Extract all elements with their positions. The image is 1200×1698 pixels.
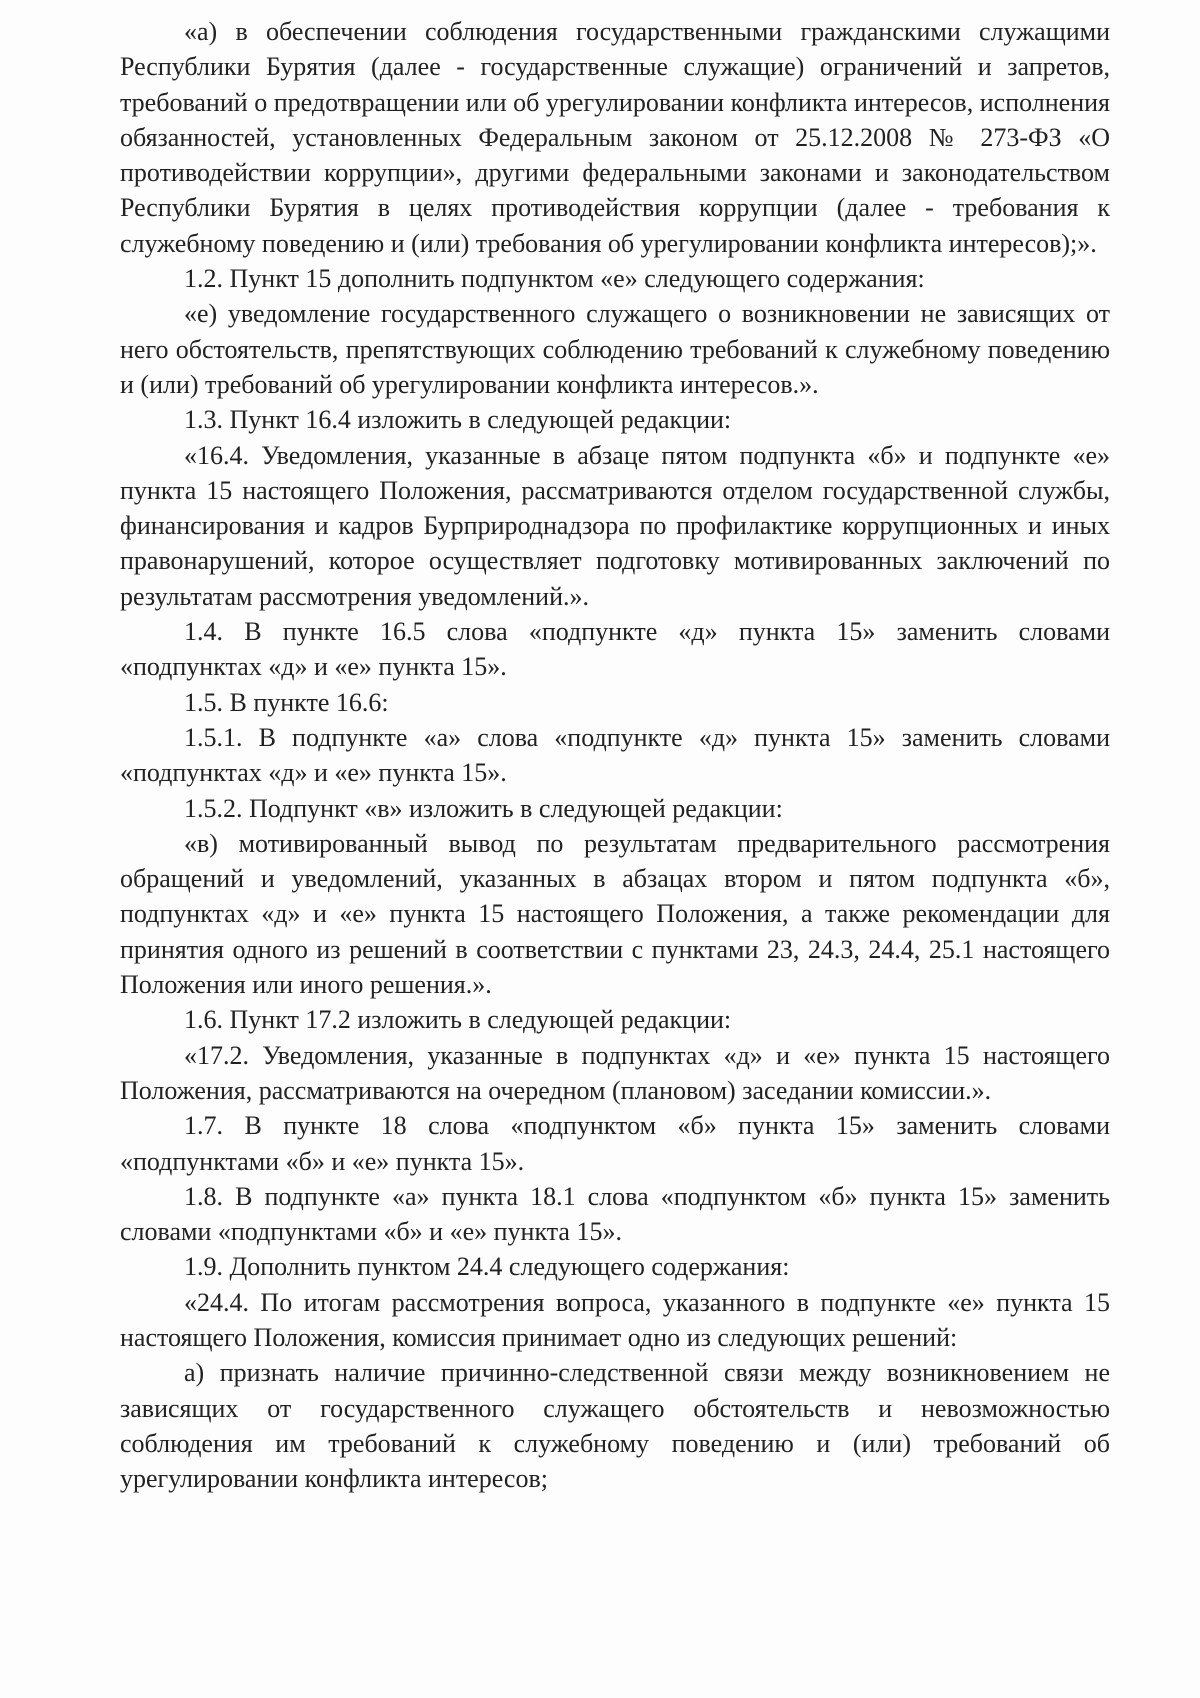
- paragraph-9: 1.5.2. Подпункт «в» изложить в следующей редакции:: [184, 793, 783, 823]
- document-body: [120, 14, 1110, 1496]
- paragraph-11: 1.6. Пункт 17.2 изложить в следующей редакции:: [184, 1005, 732, 1035]
- paragraph-1: «а) в обеспечении соблюдения государственными гражданскими служащими Республики Бурятия (далее - государственные служащие) ограничений и запретов, требований о предотвращении или об урегулировании конфликта интересов, исполнения обязанностей, установленных Федеральным законом от 25.12.2008 № 273-ФЗ «О противодействии коррупции», другими федеральными законами и законодательством Республики Бурятия в целях противодействия коррупции (далее - требования к служебному поведению и (или) требования об урегулировании конфликта интересов);».: [120, 17, 1110, 258]
- paragraph-7: 1.5. В пункте 16.6:: [184, 687, 389, 717]
- paragraph-16: «24.4. По итогам рассмотрения вопроса, указанного в подпункте «е» пункта 15 настоящего Положения, комиссия принимает одно из следующих решений:: [120, 1287, 1110, 1352]
- paragraph-4: 1.3. Пункт 16.4 изложить в следующей редакции:: [184, 405, 732, 435]
- paragraph-14: 1.8. В подпункте «а» пункта 18.1 слова «подпунктом «б» пункта 15» заменить словами «подпунктами «б» и «е» пункта 15».: [120, 1181, 1110, 1247]
- paragraph-3: «е) уведомление государственного служащего о возникновении не зависящих от него обстоятельств, препятствующих соблюдению требований к служебному поведению и (или) требований об урегулировании конфликта интересов.».: [120, 299, 1110, 399]
- paragraph-8: 1.5.1. В подпункте «а» слова «подпункте «д» пункта 15» заменить словами «подпунктах «д» и «е» пункта 15».: [120, 722, 1110, 788]
- paragraph-17: а) признать наличие причинно-следственной связи между возникновением не зависящих от государственного служащего обстоятельств и невозможностью соблюдения им требований к служебному поведению и (или) требований об урегулировании конфликта интересов;: [120, 1358, 1110, 1494]
- paragraph-5: «16.4. Уведомления, указанные в абзаце пятом подпункта «б» и подпункте «е» пункта 15 настоящего Положения, рассматриваются отделом государственной службы, финансирования и кадров Бурприроднадзора по профилактике коррупционных и иных правонарушений, которое осуществляет подготовку мотивированных заключений по результатам рассмотрения уведомлений.».: [120, 440, 1110, 611]
- paragraph-12: «17.2. Уведомления, указанные в подпунктах «д» и «е» пункта 15 настоящего Положения, рассматриваются на очередном (плановом) заседании комиссии.».: [120, 1040, 1110, 1105]
- paragraph-2: 1.2. Пункт 15 дополнить подпунктом «е» следующего содержания:: [184, 264, 925, 294]
- paragraph-10: «в) мотивированный вывод по результатам предварительного рассмотрения обращений и уведомлений, указанных в абзацах втором и пятом подпункта «б», подпунктах «д» и «е» пункта 15 настоящего Положения, а также рекомендации для принятия одного из решений в соответствии с пунктами 23, 24.3, 24.4, 25.1 настоящего Положения или иного решения.».: [120, 828, 1110, 1000]
- paragraph-13: 1.7. В пункте 18 слова «подпунктом «б» пункта 15» заменить словами «подпунктами «б» и «е» пункта 15».: [120, 1111, 1110, 1176]
- paragraph-15: 1.9. Дополнить пунктом 24.4 следующего содержания:: [184, 1252, 790, 1282]
- paragraph-6: 1.4. В пункте 16.5 слова «подпункте «д» пункта 15» заменить словами «подпунктах «д» и «е» пункта 15».: [120, 617, 1110, 682]
